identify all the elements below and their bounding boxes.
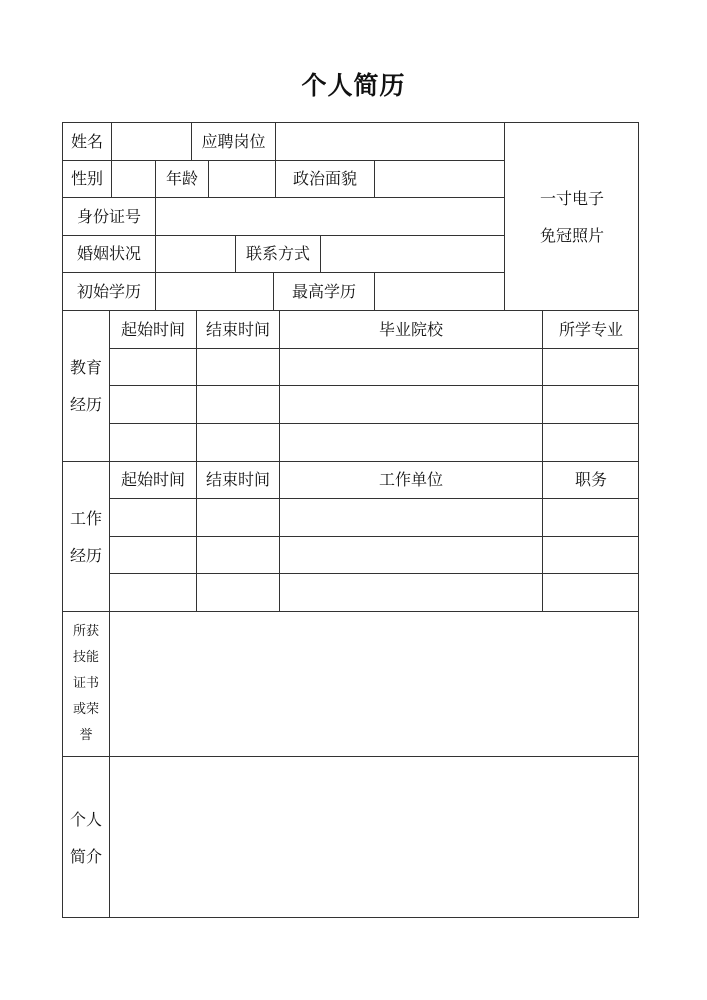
work-header-title: 职务 — [542, 461, 639, 498]
intro-label-line2: 简介 — [69, 846, 102, 866]
edu-header-end: 结束时间 — [196, 310, 279, 348]
edu-row3-start[interactable] — [109, 423, 196, 461]
work-row3-end[interactable] — [196, 573, 279, 611]
contact-field[interactable] — [320, 235, 504, 272]
gender-field[interactable] — [111, 160, 155, 197]
contact-label: 联系方式 — [235, 235, 320, 272]
gender-label: 性别 — [62, 160, 111, 197]
photo-text-line1: 一寸电子 — [539, 188, 604, 208]
edu-row2-start[interactable] — [109, 385, 196, 423]
education-label — [62, 310, 109, 461]
work-header-company: 工作单位 — [279, 461, 542, 498]
work-row1-end[interactable] — [196, 498, 279, 536]
name-field[interactable] — [111, 122, 191, 160]
id-field[interactable] — [155, 197, 504, 235]
edu-row1-start[interactable] — [109, 348, 196, 385]
education-label-line1: 教育 — [69, 358, 102, 377]
age-field[interactable] — [208, 160, 275, 197]
edu-header-school: 毕业院校 — [279, 310, 542, 348]
edu-row1-school[interactable] — [279, 348, 542, 385]
age-label: 年龄 — [155, 160, 208, 197]
highest-edu-label: 最高学历 — [273, 272, 374, 310]
edu-row1-major[interactable] — [542, 348, 639, 385]
position-field[interactable] — [275, 122, 504, 160]
id-label: 身份证号 — [62, 197, 155, 235]
work-header-end: 结束时间 — [196, 461, 279, 498]
work-row3-company[interactable] — [279, 573, 542, 611]
edu-header-major: 所学专业 — [542, 310, 639, 348]
political-field[interactable] — [374, 160, 504, 197]
edu-row2-end[interactable] — [196, 385, 279, 423]
name-label: 姓名 — [62, 122, 111, 160]
intro-field[interactable] — [109, 756, 639, 918]
work-label — [62, 461, 109, 611]
work-row2-title[interactable] — [542, 536, 639, 573]
work-row1-company[interactable] — [279, 498, 542, 536]
work-row3-start[interactable] — [109, 573, 196, 611]
skills-label-line5: 誉 — [79, 728, 93, 743]
photo-text-line2: 免冠照片 — [539, 225, 604, 245]
work-row2-start[interactable] — [109, 536, 196, 573]
work-row2-company[interactable] — [279, 536, 542, 573]
work-row2-end[interactable] — [196, 536, 279, 573]
initial-edu-label: 初始学历 — [62, 272, 155, 310]
work-label-line2: 经历 — [69, 545, 102, 565]
edu-header-start: 起始时间 — [109, 310, 196, 348]
intro-label-line1: 个人 — [69, 809, 102, 829]
intro-label — [62, 756, 109, 918]
education-label-line2: 经历 — [69, 395, 102, 414]
position-label: 应聘岗位 — [191, 122, 275, 160]
skills-label-line3: 证书 — [72, 676, 99, 691]
edu-row2-school[interactable] — [279, 385, 542, 423]
page-title: 个人简历 — [301, 71, 406, 100]
skills-field[interactable] — [109, 611, 639, 756]
skills-label-line4: 或荣 — [72, 702, 99, 717]
initial-edu-field[interactable] — [155, 272, 273, 310]
edu-row3-end[interactable] — [196, 423, 279, 461]
edu-row2-major[interactable] — [542, 385, 639, 423]
edu-row3-school[interactable] — [279, 423, 542, 461]
edu-row1-end[interactable] — [196, 348, 279, 385]
work-row3-title[interactable] — [542, 573, 639, 611]
work-header-start: 起始时间 — [109, 461, 196, 498]
edu-row3-major[interactable] — [542, 423, 639, 461]
highest-edu-field[interactable] — [374, 272, 504, 310]
work-label-line1: 工作 — [69, 508, 102, 528]
photo-box[interactable] — [504, 122, 639, 310]
work-row1-start[interactable] — [109, 498, 196, 536]
work-row1-title[interactable] — [542, 498, 639, 536]
skills-label-line2: 技能 — [72, 650, 99, 665]
marital-field[interactable] — [155, 235, 235, 272]
skills-label-line1: 所获 — [72, 624, 99, 639]
marital-label: 婚姻状况 — [62, 235, 155, 272]
political-label: 政治面貌 — [275, 160, 374, 197]
skills-label — [62, 611, 109, 756]
